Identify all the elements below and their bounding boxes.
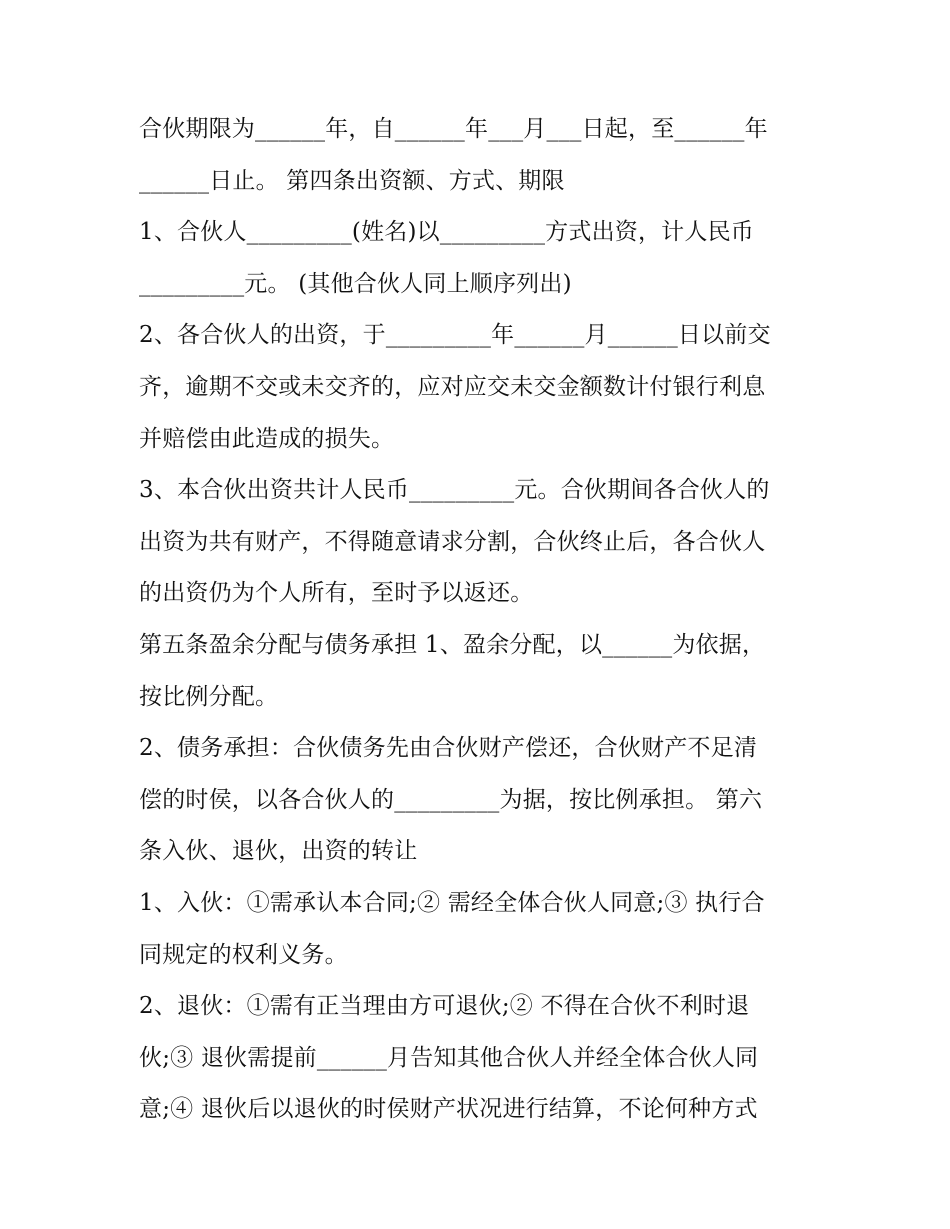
text-line: 第五条盈余分配与债务承担 1、盈余分配，以______为依据， <box>139 631 766 658</box>
document-body <box>139 104 819 1136</box>
text-line: 并赔偿由此造成的损失。 <box>139 425 395 452</box>
text-line: 3、本合伙出资共计人民币_________元。合伙期间各合伙人的 <box>139 477 770 504</box>
text-line: _________元。 (其他合伙人同上顺序列出) <box>139 270 572 297</box>
text-line: 伙;③ 退伙需提前______月告知其他合伙人并经全体合伙人同 <box>139 1044 759 1071</box>
text-line: 2、退伙：①需有正当理由方可退伙;② 不得在合伙不利时退 <box>139 993 750 1020</box>
text-line: 偿的时侯，以各合伙人的_________为据，按比例承担。 第六 <box>139 786 763 813</box>
text-line: 同规定的权利义务。 <box>139 941 348 968</box>
text-line: 的出资仍为个人所有，至时予以返还。 <box>139 580 534 607</box>
text-line: 齐，逾期不交或未交齐的，应对应交未交金额数计付银行利息 <box>139 373 766 400</box>
text-line: 出资为共有财产，不得随意请求分割，合伙终止后，各合伙人 <box>139 528 766 555</box>
text-line: ______日止。 第四条出资额、方式、期限 <box>139 167 565 194</box>
text-line: 合伙期限为______年，自______年___月___日起，至______年 <box>139 116 768 142</box>
text-line: 按比例分配。 <box>139 683 279 710</box>
text-line: 1、入伙：①需承认本合同;② 需经全体合伙人同意;③ 执行合 <box>139 889 765 916</box>
text-line: 条入伙、退伙，出资的转让 <box>139 838 418 865</box>
text-line: 1、合伙人_________(姓名)以_________方式出资，计人民币 <box>139 219 754 246</box>
text-line: 2、各合伙人的出资，于_________年______月______日以前交 <box>139 322 771 349</box>
text-line: 意;④ 退伙后以退伙的时侯财产状况进行结算，不论何种方式 <box>139 1096 758 1123</box>
text-line: 2、债务承担：合伙债务先由合伙财产偿还，合伙财产不足清 <box>139 735 758 762</box>
